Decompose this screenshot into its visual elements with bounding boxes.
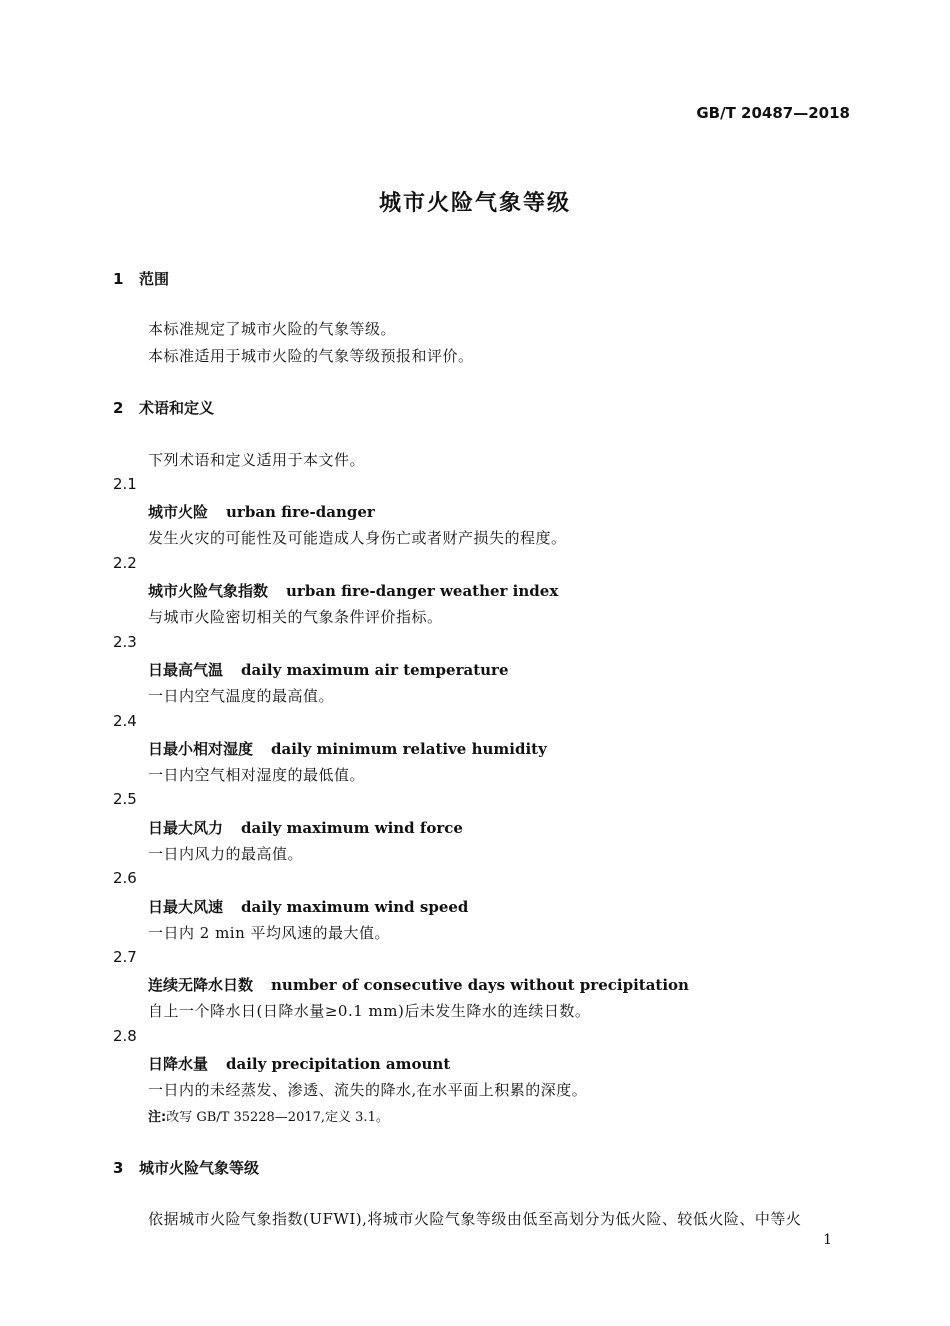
section-number: 3 — [113, 1159, 124, 1177]
section-title: 范围 — [139, 270, 170, 288]
term-heading — [148, 817, 463, 838]
section-1-heading — [113, 268, 169, 289]
section-number: 1 — [113, 270, 124, 288]
term-definition: 与城市火险密切相关的气象条件评价指标。 — [148, 608, 443, 626]
term-number: 2.1 — [113, 475, 137, 493]
term-zh: 城市火险 — [148, 503, 209, 521]
term-definition: 一日内 2 min 平均风速的最大值。 — [148, 924, 391, 942]
term-definition: 发生火灾的可能性及可能造成人身伤亡或者财产损失的程度。 — [148, 529, 567, 547]
term-definition: 一日内的未经蒸发、渗透、流失的降水,在水平面上积累的深度。 — [148, 1081, 588, 1099]
term-en: daily maximum wind force — [241, 819, 463, 837]
term-number: 2.6 — [113, 869, 137, 887]
term-definition: 一日内风力的最高值。 — [148, 845, 304, 863]
section-3-heading — [113, 1157, 259, 1178]
paragraph: 依据城市火险气象指数(UFWI),将城市火险气象等级由低至高划分为低火险、较低火险、中等火 — [148, 1210, 802, 1228]
standard-code: GB/T 20487—2018 — [696, 104, 850, 122]
term-heading — [148, 501, 375, 522]
note-label: 注: — [148, 1110, 167, 1125]
term-zh: 日最大风力 — [148, 819, 224, 837]
document-title: 城市火险气象等级 — [378, 191, 571, 216]
term-number: 2.4 — [113, 712, 137, 730]
term-number: 2.3 — [113, 633, 137, 651]
paragraph: 下列术语和定义适用于本文件。 — [148, 451, 366, 469]
term-en: urban fire-danger weather index — [286, 582, 559, 600]
term-heading — [148, 738, 547, 759]
section-title: 术语和定义 — [139, 399, 215, 417]
term-number: 2.5 — [113, 790, 137, 808]
section-number: 2 — [113, 399, 124, 417]
term-number: 2.8 — [113, 1027, 137, 1045]
term-zh: 日最大风速 — [148, 898, 224, 916]
term-en: urban fire-danger — [226, 503, 375, 521]
term-definition: 一日内空气相对湿度的最低值。 — [148, 766, 366, 784]
term-en: daily maximum air temperature — [241, 661, 509, 679]
section-title: 城市火险气象等级 — [139, 1159, 260, 1177]
term-heading — [148, 896, 468, 917]
term-zh: 连续无降水日数 — [148, 976, 254, 994]
paragraph: 本标准适用于城市火险的气象等级预报和评价。 — [148, 347, 474, 365]
paragraph: 本标准规定了城市火险的气象等级。 — [148, 320, 397, 338]
term-heading — [148, 1053, 450, 1074]
note — [148, 1106, 389, 1125]
term-en: daily maximum wind speed — [241, 898, 469, 916]
term-number: 2.2 — [113, 554, 137, 572]
term-definition: 一日内空气温度的最高值。 — [148, 687, 335, 705]
term-zh: 日最高气温 — [148, 661, 224, 679]
term-definition: 自上一个降水日(日降水量≥0.1 mm)后未发生降水的连续日数。 — [148, 1002, 591, 1020]
term-heading — [148, 974, 689, 995]
term-en: number of consecutive days without precipitation — [271, 976, 689, 994]
term-zh: 日最小相对湿度 — [148, 740, 254, 758]
term-zh: 城市火险气象指数 — [148, 582, 269, 600]
note-text: 改写 GB/T 35228—2017,定义 3.1。 — [166, 1110, 389, 1125]
term-en: daily minimum relative humidity — [271, 740, 547, 758]
section-2-heading — [113, 397, 214, 418]
term-heading — [148, 659, 508, 680]
term-heading — [148, 580, 558, 601]
page-number: 1 — [823, 1232, 832, 1248]
term-number: 2.7 — [113, 948, 137, 966]
term-en: daily precipitation amount — [226, 1055, 451, 1073]
term-zh: 日降水量 — [148, 1055, 209, 1073]
